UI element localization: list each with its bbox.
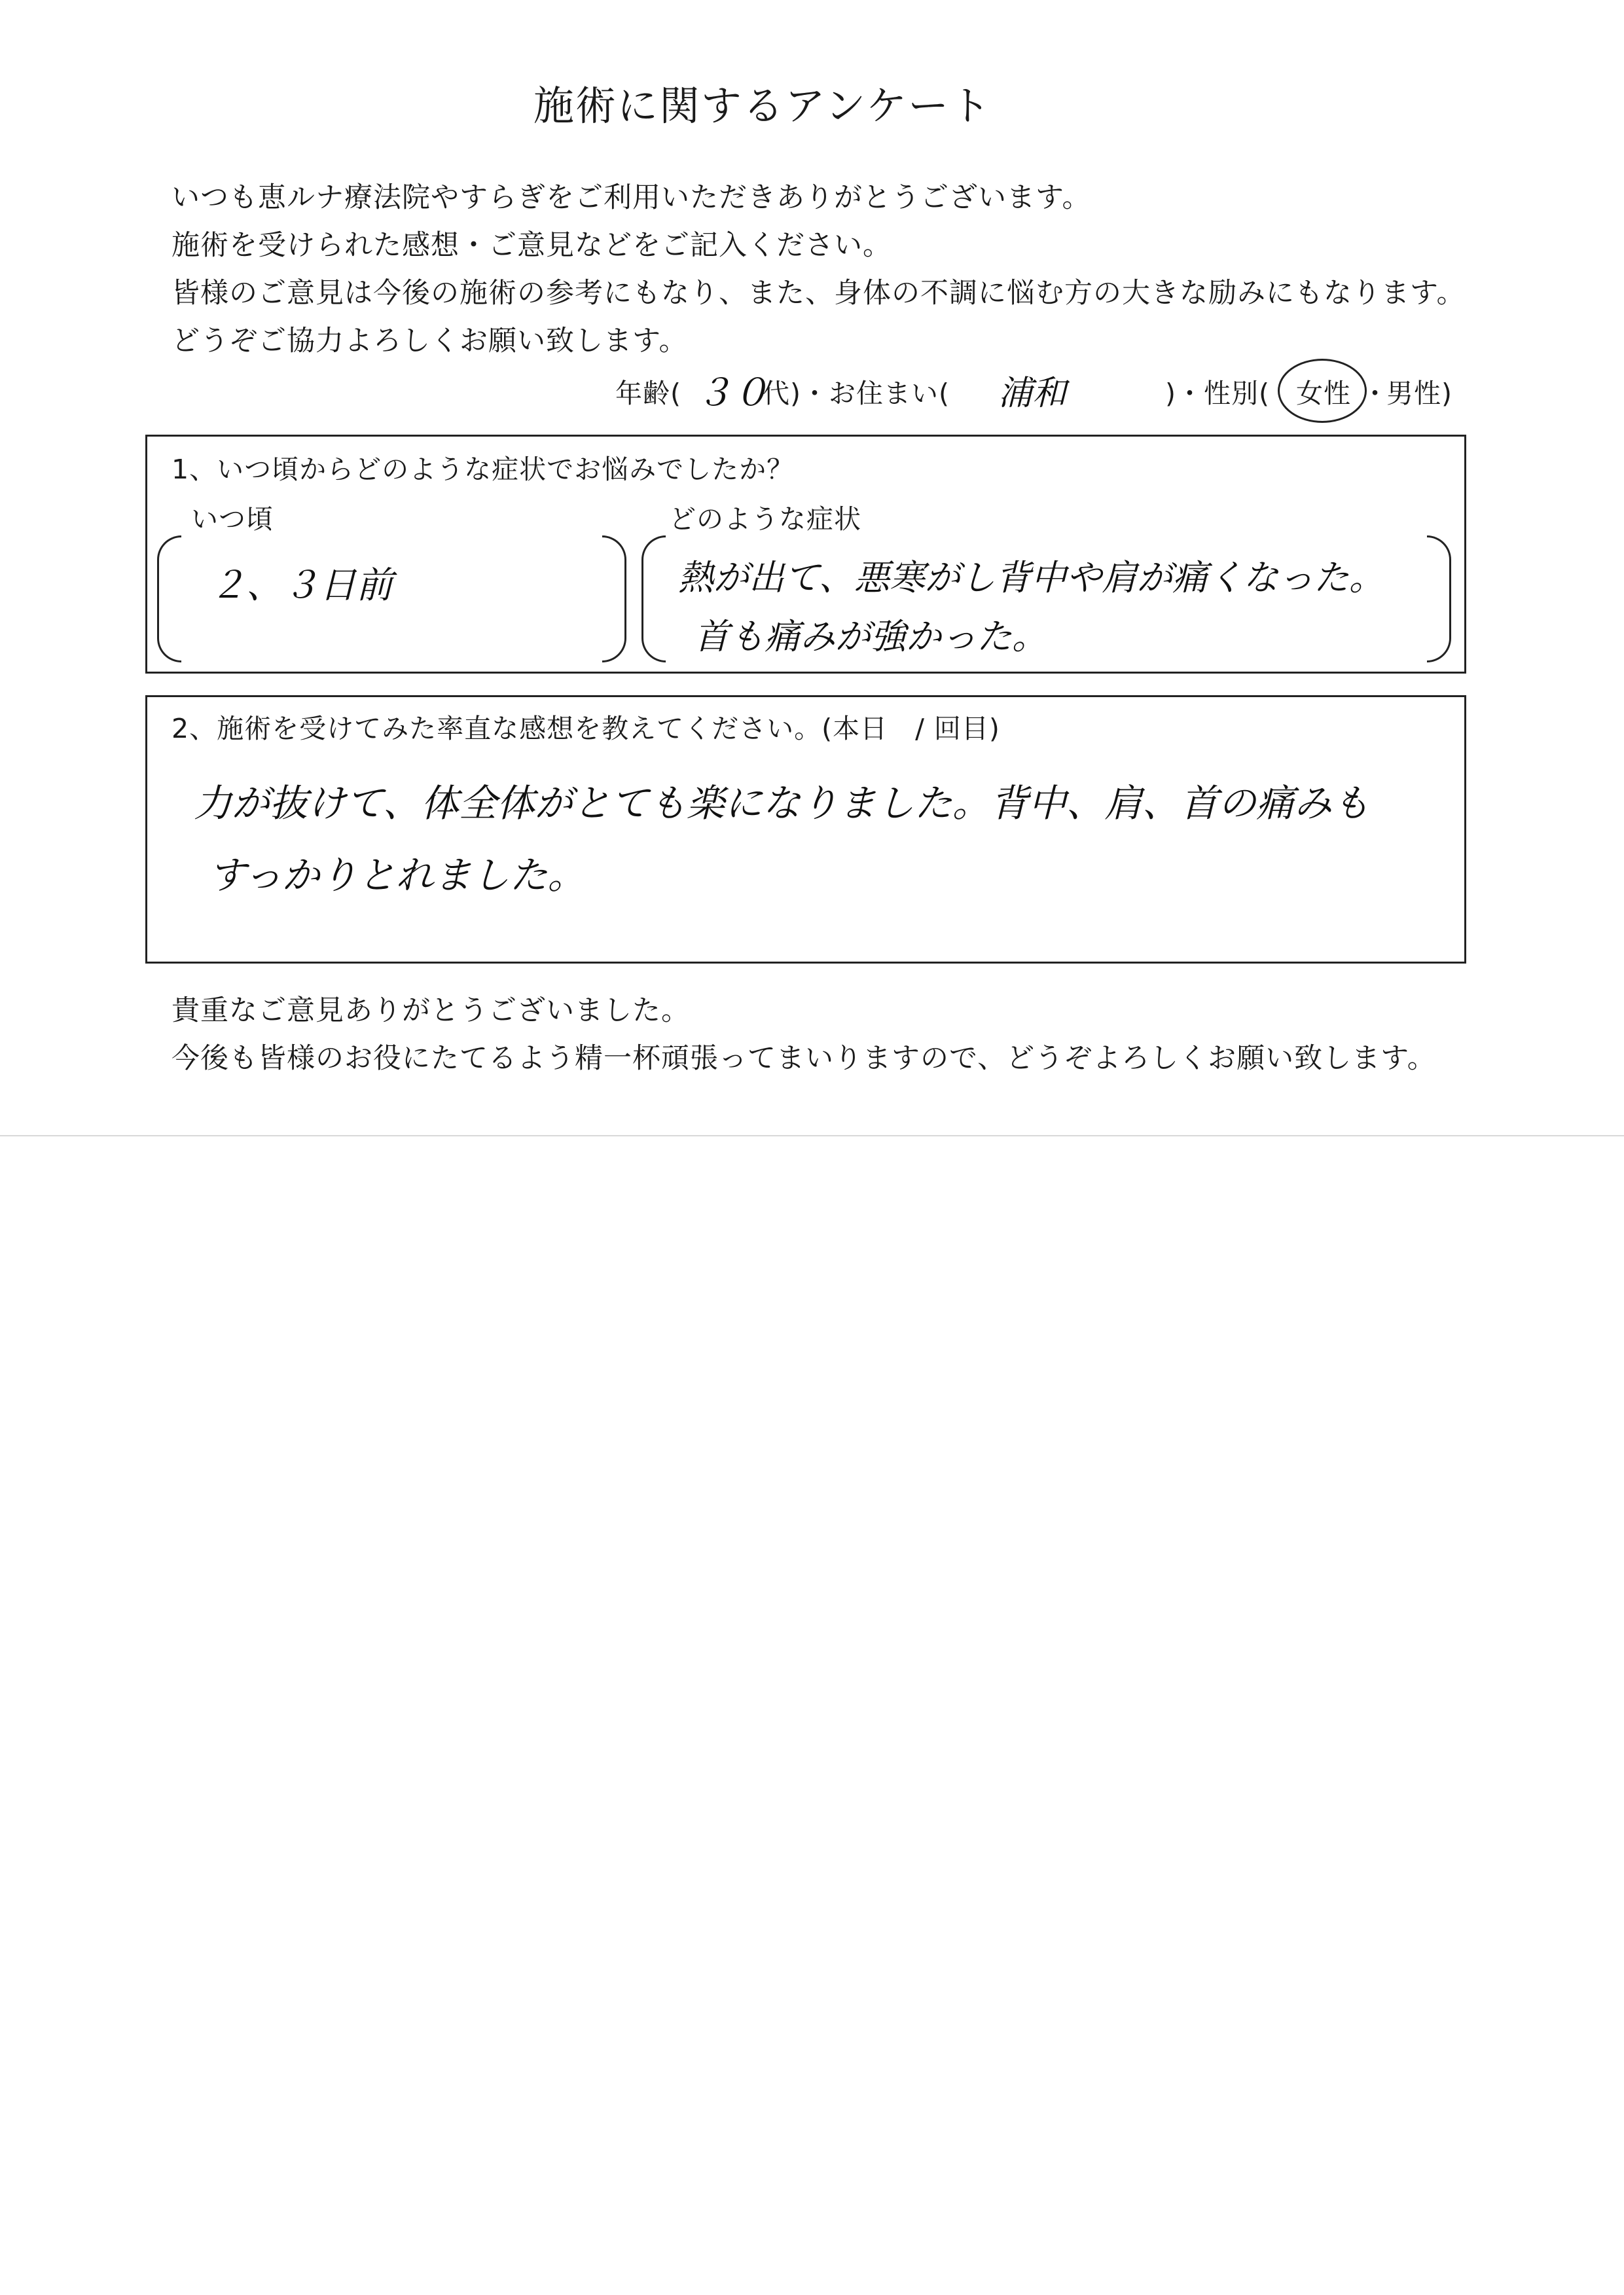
gender-separator: ・: [1362, 378, 1389, 409]
age-value: ３０: [696, 372, 769, 414]
gender-male: 男性): [1386, 378, 1453, 409]
intro-line-3: 皆様のご意見は今後の施術の参考にもなり、また、身体の不調に悩む方の大きな励みにもなります。: [171, 277, 1466, 310]
closing-line-2: 今後も皆様のお役にたてるよう精一杯頑張ってまいりますので、どうぞよろしくお願い致します。: [171, 1042, 1436, 1075]
when-label: いつ頃: [191, 503, 274, 535]
female-circle-mark: [1278, 359, 1367, 423]
question-1-text: 1、いつ頃からどのような症状でお悩みでしたか？: [171, 454, 795, 485]
gender-label: )・性別(: [1165, 378, 1270, 409]
symptom-answer-line-2: 首も痛みが強かった。: [694, 616, 1047, 657]
question-2-answer-line-2: すっかりとれました。: [208, 853, 586, 897]
when-bracket-left: [157, 535, 181, 662]
residence-value: 浦和: [998, 374, 1067, 413]
gender-female: 女性: [1296, 378, 1351, 409]
symptom-bracket-right: [1427, 535, 1451, 662]
when-bracket-right: [602, 535, 626, 662]
page-fold-line: [0, 1135, 1624, 1136]
residence-label: 代)・お住まい(: [763, 378, 950, 409]
intro-line-1: いつも恵ルナ療法院やすらぎをご利用いただきありがとうございます。: [171, 181, 1091, 214]
age-label: 年齢(: [615, 378, 681, 409]
question-2-answer-line-1: 力が抜けて、体全体がとても楽になりました。背中、肩、首の痛みも: [194, 781, 1370, 825]
when-answer: ２、３日前: [209, 564, 393, 607]
symptom-answer-line-1: 熱が出て、悪寒がし背中や肩が痛くなった。: [678, 557, 1384, 598]
symptom-bracket-left: [641, 535, 666, 662]
intro-line-4: どうぞご協力よろしくお願い致します。: [171, 325, 688, 357]
closing-line-1: 貴重なご意見ありがとうございました。: [171, 994, 690, 1027]
page-title: 施術に関するアンケート: [533, 82, 992, 130]
intro-line-2: 施術を受けられた感想・ご意見などをご記入ください。: [171, 229, 892, 262]
symptom-label: どのような症状: [669, 503, 861, 535]
question-2-text: 2、施術を受けてみた率直な感想を教えてください。(本日 / 回目): [171, 713, 1000, 744]
